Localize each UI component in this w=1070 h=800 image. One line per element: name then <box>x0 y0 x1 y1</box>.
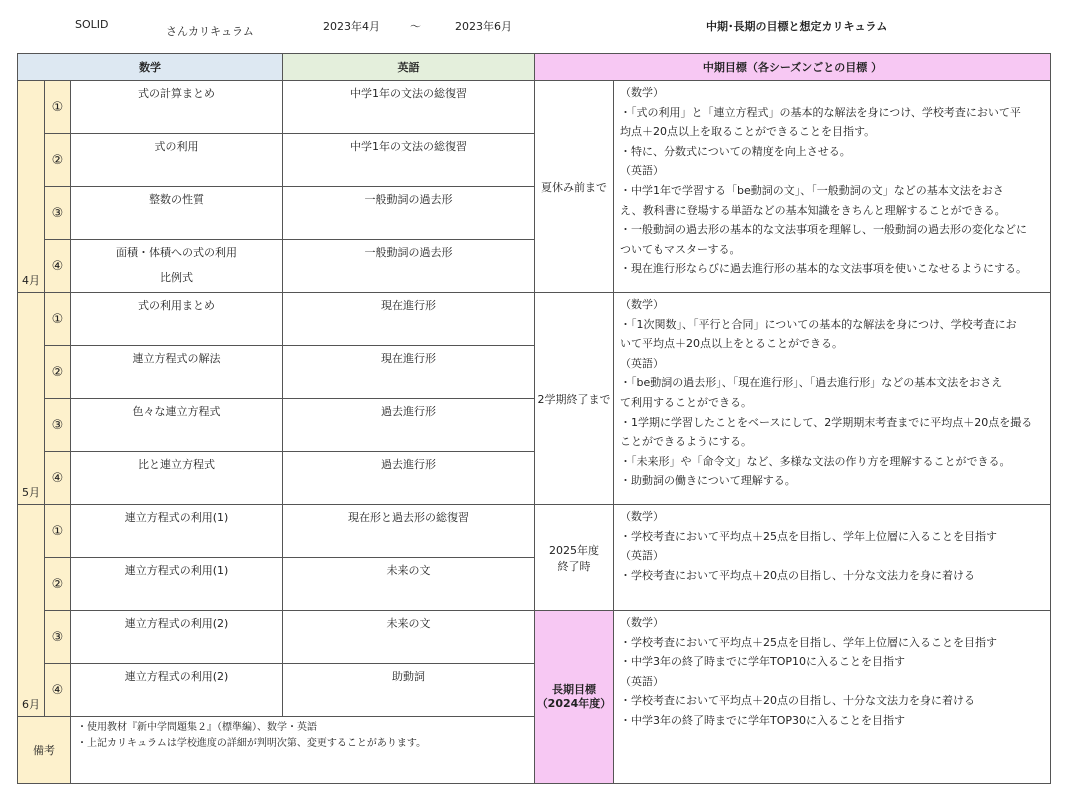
period-tilde: 〜 <box>410 20 421 33</box>
goal-period-line: 長期目標 <box>552 683 596 696</box>
week-number: ④ <box>45 452 71 505</box>
goal-text-2 <box>614 293 1051 505</box>
week-number: ① <box>45 293 71 346</box>
week-number: ① <box>45 81 71 134</box>
goal-line: ・学校考査において平均点＋20点の目指し、十分な文法力を身に着ける <box>620 568 975 582</box>
math-topic <box>71 558 283 611</box>
goal-line: ・学校考査において平均点＋20点の目指し、十分な文法力を身に着ける <box>620 694 975 708</box>
goal-line: ことができるようにする。 <box>620 435 752 449</box>
math-topic-line: 式の利用まとめ <box>138 299 215 312</box>
goal-text-3 <box>614 505 1051 611</box>
math-topic <box>71 187 283 240</box>
school-name: SOLID <box>75 18 109 31</box>
week-number: ② <box>45 558 71 611</box>
english-topic: 過去進行形 <box>283 399 535 452</box>
math-topic <box>71 399 283 452</box>
goal-line: いて平均点＋20点以上をとることができる。 <box>620 337 843 351</box>
math-topic-line: 色々な連立方程式 <box>132 405 221 418</box>
goal-line: ・現在進行形ならびに過去進行形の基本的な文法事項を使いこなせるようにする。 <box>620 262 1027 276</box>
goal-text-1 <box>614 81 1051 293</box>
english-topic: 現在進行形 <box>283 293 535 346</box>
curriculum-body <box>18 54 1051 784</box>
math-topic <box>71 611 283 664</box>
goal-line: ・「式の利用」と「連立方程式」の基本的な解法を身につけ、学校考査において平 <box>620 105 1021 119</box>
goal-line: 均点＋20点以上を取ることができることを目指す。 <box>620 125 876 139</box>
period-start: 2023年4月 <box>323 20 380 33</box>
goal-line: ・中学3年の終了時までに学年TOP30に入ることを目指す <box>620 713 906 727</box>
math-topic-line: 面積・体積への式の利用 <box>116 246 237 259</box>
goal-period-line: （2024年度） <box>536 697 612 710</box>
english-topic: 過去進行形 <box>283 452 535 505</box>
math-topic <box>71 293 283 346</box>
goal-line: （数学） <box>620 616 664 629</box>
math-column-header: 数学 <box>18 54 283 81</box>
math-topic <box>71 664 283 717</box>
table-row <box>18 505 1051 558</box>
goal-period-2 <box>535 293 614 505</box>
goal-line: （数学） <box>620 510 664 523</box>
english-topic: 中学1年の文法の総復習 <box>283 134 535 187</box>
english-column-header: 英語 <box>283 54 535 81</box>
week-number: ② <box>45 346 71 399</box>
goal-period-1 <box>535 81 614 293</box>
table-row <box>18 611 1051 664</box>
goal-period-line: 2学期終了まで <box>537 392 611 406</box>
english-topic: 現在形と過去形の総復習 <box>283 505 535 558</box>
math-topic-line: 連立方程式の利用(2) <box>124 670 229 683</box>
math-topic <box>71 134 283 187</box>
math-topic-line: 連立方程式の利用(2) <box>124 617 229 630</box>
english-topic: 未来の文 <box>283 558 535 611</box>
goal-line: ・学校考査において平均点＋25点を目指し、学年上位層に入ることを目指す <box>620 635 997 649</box>
curriculum-table <box>17 53 1051 784</box>
remarks-label: 備考 <box>18 717 71 784</box>
goal-line: ・「be動詞の過去形」、「現在進行形」、「過去進行形」などの基本文法をおさえ <box>620 376 1003 390</box>
table-row <box>18 81 1051 134</box>
english-topic: 未来の文 <box>283 611 535 664</box>
page-title: 中期･長期の目標と想定カリキュラム <box>706 20 888 33</box>
remarks-line: ・上記カリキュラムは学校進度の詳細が判明次第、変更することがあります。 <box>77 738 427 749</box>
goal-period-line: 2025年度 <box>549 543 599 557</box>
math-topic <box>71 505 283 558</box>
week-number: ③ <box>45 187 71 240</box>
goal-line: て利用することができる。 <box>620 395 752 409</box>
goal-line: ついてもマスターする。 <box>620 242 741 256</box>
math-topic-line: 連立方程式の利用(1) <box>124 511 229 524</box>
month-label: 5月 <box>18 293 45 505</box>
goal-column-header: 中期目標（各シーズンごとの目標 ） <box>535 54 1051 81</box>
english-topic: 中学1年の文法の総復習 <box>283 81 535 134</box>
goal-line: ・中学3年の終了時までに学年TOP10に入ることを目指す <box>620 655 906 669</box>
goal-period-line: 終了時 <box>557 559 591 573</box>
math-topic <box>71 81 283 134</box>
goal-line: （英語） <box>620 356 664 370</box>
goal-line: ・中学1年で学習する「be動詞の文」、「一般動詞の文」などの基本文法をおさ <box>620 183 1004 197</box>
math-topic-line: 連立方程式の解法 <box>132 352 221 365</box>
goal-line: え、教科書に登場する単語などの基本知識をきちんと理解することができる。 <box>620 203 1006 217</box>
goal-line: ・1学期に学習したことをベースにして、2学期期末考査までに平均点＋20点を撮る <box>620 415 1033 429</box>
remarks-text <box>71 717 535 784</box>
goal-line: ・一般動詞の過去形の基本的な文法事項を理解し、一般動詞の過去形の変化などに <box>620 223 1027 237</box>
week-number: ③ <box>45 611 71 664</box>
goal-period-3 <box>535 505 614 611</box>
goal-line: （英語） <box>620 674 664 688</box>
goal-line: ・助動詞の働きについて理解する。 <box>620 474 796 488</box>
goal-text-4 <box>614 611 1051 784</box>
goal-period-line: 夏休み前まで <box>541 180 607 194</box>
english-topic: 一般動詞の過去形 <box>283 187 535 240</box>
math-topic-line: 比と連立方程式 <box>138 458 215 471</box>
math-topic-line: 式の利用 <box>154 140 199 153</box>
math-topic-line: 式の計算まとめ <box>138 87 215 100</box>
goal-line: （英語） <box>620 164 664 178</box>
student-curriculum: さんカリキュラム <box>166 25 254 38</box>
math-topic <box>71 240 283 293</box>
math-topic-line: 連立方程式の利用(1) <box>124 564 229 577</box>
week-number: ① <box>45 505 71 558</box>
english-topic: 現在進行形 <box>283 346 535 399</box>
goal-line: ・学校考査において平均点＋25点を目指し、学年上位層に入ることを目指す <box>620 529 997 543</box>
goal-period-4 <box>535 611 614 784</box>
goal-line: （数学） <box>620 298 664 311</box>
week-number: ④ <box>45 664 71 717</box>
math-topic <box>71 346 283 399</box>
math-topic-line: 整数の性質 <box>149 193 204 206</box>
week-number: ② <box>45 134 71 187</box>
math-topic <box>71 452 283 505</box>
english-topic: 一般動詞の過去形 <box>283 240 535 293</box>
month-label: 6月 <box>18 505 45 717</box>
period-end: 2023年6月 <box>455 20 512 33</box>
goal-line: ・「未来形」や「命令文」など、多様な文法の作り方を理解することができる。 <box>620 454 1011 468</box>
month-label: 4月 <box>18 81 45 293</box>
remarks-line: ・使用教材『新中学問題集２』（標準編）、数学・英語 <box>77 722 317 733</box>
table-row <box>18 293 1051 346</box>
math-topic-line: 比例式 <box>160 271 193 284</box>
goal-line: （英語） <box>620 549 664 563</box>
english-topic: 助動詞 <box>283 664 535 717</box>
goal-line: （数学） <box>620 86 664 99</box>
goal-line: ・「1次関数」、「平行と合同」についての基本的な解法を身につけ、学校考査にお <box>620 317 1017 331</box>
week-number: ③ <box>45 399 71 452</box>
week-number: ④ <box>45 240 71 293</box>
goal-line: ・特に、分数式についての精度を向上させる。 <box>620 144 851 158</box>
